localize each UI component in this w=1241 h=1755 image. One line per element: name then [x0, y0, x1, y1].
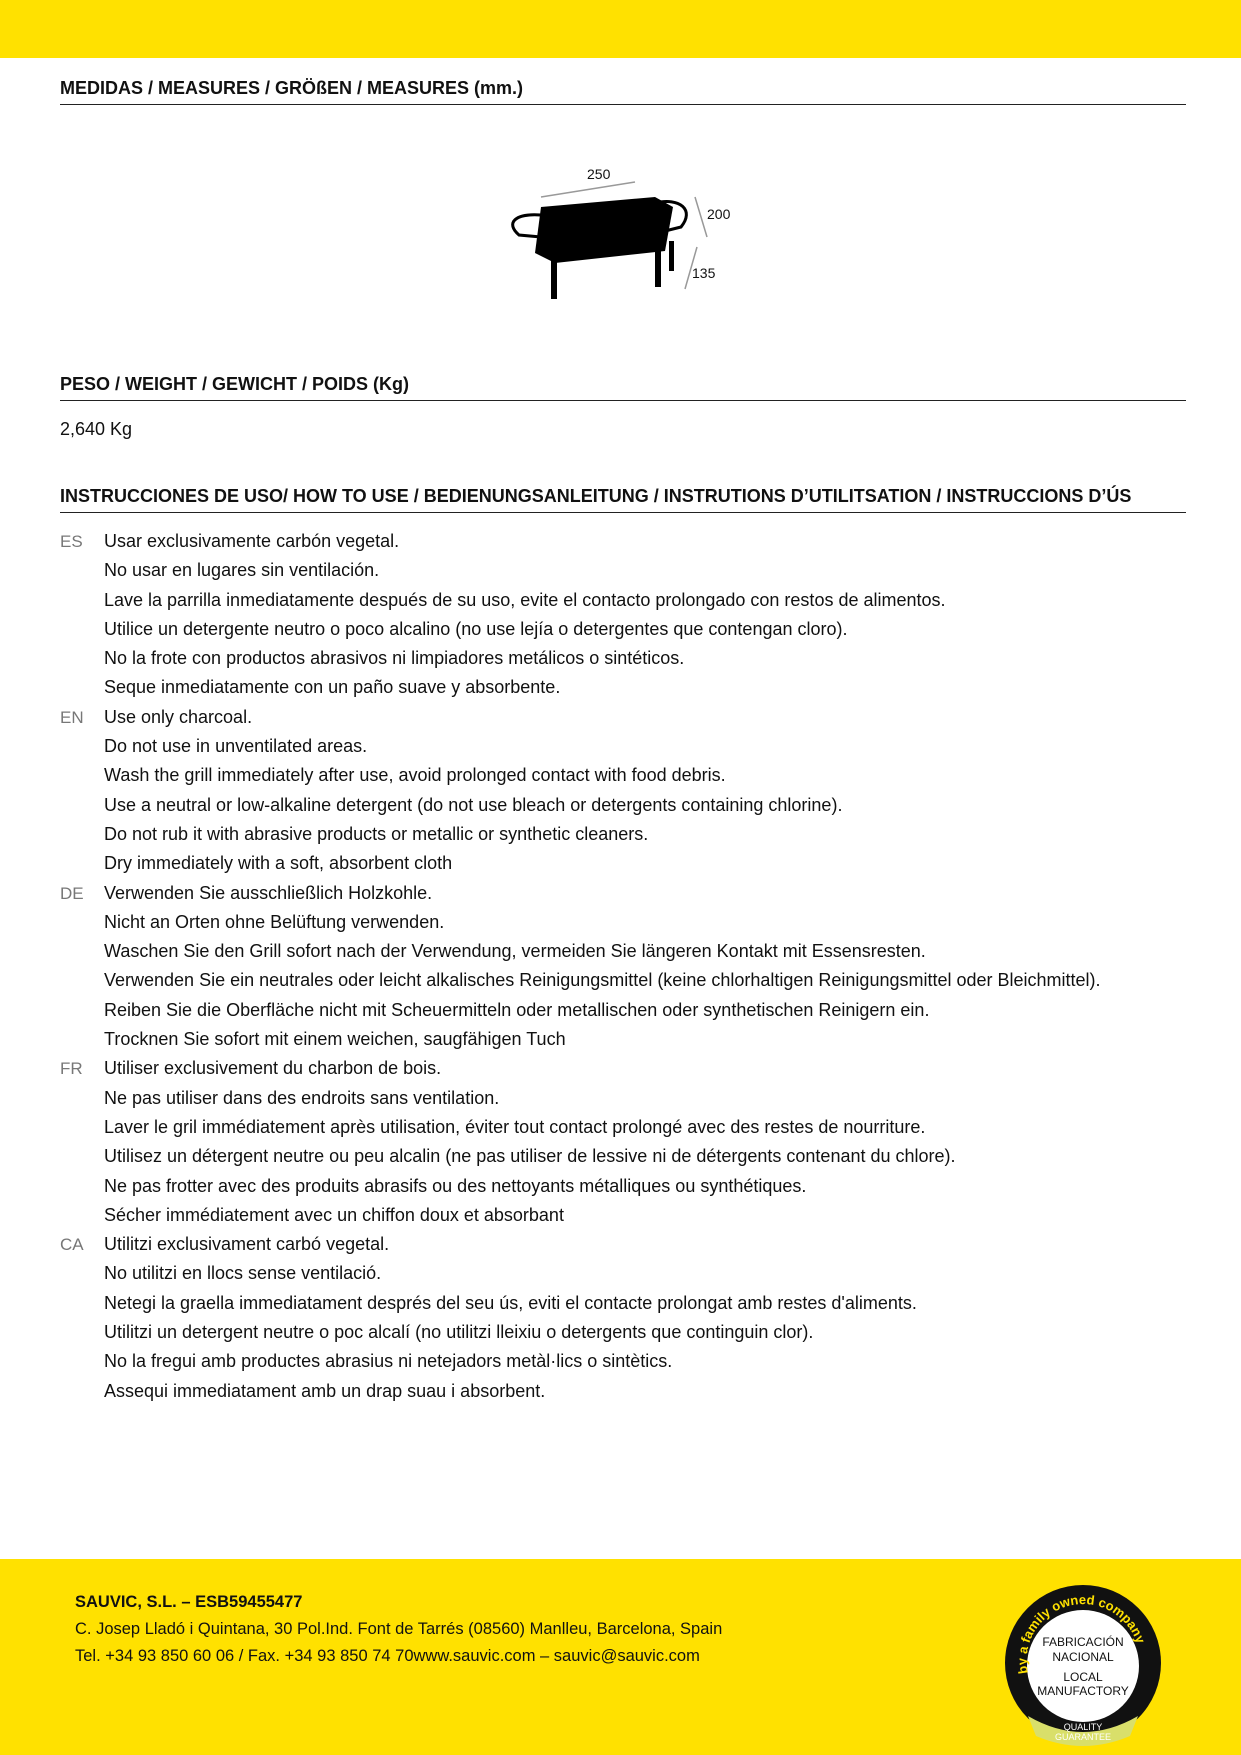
instruction-line: No la frote con productos abrasivos ni limpiadores metálicos o sintéticos. [104, 648, 685, 669]
lang-code: ES [60, 532, 83, 551]
instruction-line: Assequi immediatament amb un drap suau i absorbent. [104, 1380, 546, 1401]
instruction-line: Sécher immédiatement avec un chiffon doux et absorbant [104, 1204, 564, 1225]
local-manufactory-seal [998, 1578, 1168, 1748]
instruction-line: Utilitzi exclusivament carbó vegetal. [104, 1234, 390, 1255]
instructions-title: INSTRUCCIONES DE USO/ HOW TO USE / BEDIENUNGSANLEITUNG / INSTRUTIONS D’UTILITSATION / INSTRUCCIONS D’ÚS [60, 485, 1186, 513]
lang-code: CA [60, 1235, 84, 1255]
seal-line-4: MANUFACTORY [1037, 1684, 1129, 1698]
dim-width-line [541, 182, 635, 197]
instruction-line: Utilisez un détergent neutre ou peu alcalin (ne pas utiliser de lessive ni de détergents contenant du chlore). [104, 1146, 956, 1167]
instruction-line: No usar en lugares sin ventilación. [104, 560, 380, 581]
instruction-line: Nicht an Orten ohne Belüftung verwenden. [104, 911, 445, 932]
instruction-line: Use only charcoal. [104, 706, 253, 727]
lang-code: EN [60, 707, 84, 727]
grill-dimension-drawing [505, 155, 745, 315]
dim-depth-label: 200 [707, 206, 731, 222]
instruction-line: Netegi la graella immediatament després del seu ús, eviti el contacte prolongat amb restes d'aliments. [104, 1292, 917, 1313]
instruction-line: Do not use in unventilated areas. [104, 736, 368, 757]
instruction-line: Laver le gril immédiatement après utilisation, éviter tout contact prolongé avec des restes de nourriture. [104, 1116, 926, 1137]
company-name: SAUVIC, S.L. – ESB59455477 [75, 1593, 303, 1611]
lang-lines [104, 879, 1101, 1055]
instruction-line: No la fregui amb productes abrasius ni netejadors metàl·lics o sintètics. [104, 1351, 673, 1372]
seal-line-2: NACIONAL [1052, 1650, 1114, 1664]
instruction-line: Use a neutral or low-alkaline detergent (do not use bleach or detergents containing chlorine). [104, 794, 843, 815]
instruction-line: Reiben Sie die Oberfläche nicht mit Scheuermitteln oder metallischen oder synthetischen Reinigern ein. [104, 999, 930, 1020]
instruction-line: Verwenden Sie ein neutrales oder leicht alkalisches Reinigungsmittel (keine chlorhaltigen Reinigungsmittel oder Bleichmittel). [104, 970, 1101, 991]
left-handle [513, 215, 541, 237]
lang-lines [104, 527, 946, 703]
seal-arc-text: by a family owned company [1014, 1592, 1149, 1675]
grill-body [535, 197, 673, 263]
grill-leg [655, 245, 661, 287]
grill-leg [669, 241, 674, 271]
dim-height-label: 135 [692, 265, 716, 281]
dim-depth-line [695, 197, 707, 237]
instruction-line: Usar exclusivamente carbón vegetal. [104, 531, 400, 551]
weight-title: PESO / WEIGHT / GEWICHT / POIDS (Kg) [60, 373, 1186, 401]
dim-width-label: 250 [587, 166, 611, 182]
seal-ribbon-text-2: GUARANTEE [1054, 1732, 1112, 1742]
instruction-line: Seque inmediatamente con un paño suave y absorbente. [104, 677, 561, 698]
header-band [0, 0, 1241, 58]
instruction-line: Utilice un detergente neutro o poco alcalino (no use lejía o detergentes que contengan cloro). [104, 618, 848, 639]
weight-value: 2,640 Kg [60, 419, 133, 439]
lang-lines [104, 703, 842, 879]
seal-line-1: FABRICACIÓN [1042, 1635, 1124, 1649]
lang-code: FR [60, 1059, 83, 1079]
instruction-line: Ne pas utiliser dans des endroits sans ventilation. [104, 1087, 500, 1108]
lang-lines [104, 1230, 917, 1406]
instruction-line: Utiliser exclusivement du charbon de bois. [104, 1058, 442, 1079]
grill-leg [551, 255, 557, 299]
instruction-line: Utilitzi un detergent neutre o poc alcalí (no utilitzi lleixiu o detergents que continguin clor). [104, 1322, 814, 1343]
lang-code: DE [60, 883, 84, 903]
company-address: C. Josep Lladó i Quintana, 30 Pol.Ind. Font de Tarrés (08560) Manlleu, Barcelona, Spain [75, 1620, 723, 1638]
lang-lines [104, 1054, 956, 1230]
seal-ribbon-text: QUALITY [1063, 1722, 1103, 1732]
instruction-line: Do not rub it with abrasive products or metallic or synthetic cleaners. [104, 823, 649, 844]
measures-title: MEDIDAS / MEASURES / GRÖßEN / MEASURES (mm.) [60, 77, 1186, 105]
instruction-line: Trocknen Sie sofort mit einem weichen, saugfähigen Tuch [104, 1029, 566, 1050]
instruction-line: Waschen Sie den Grill sofort nach der Verwendung, vermeiden Sie längeren Kontakt mit Essensresten. [104, 941, 926, 962]
instruction-line: Ne pas frotter avec des produits abrasifs ou des nettoyants métalliques ou synthétiques. [104, 1175, 807, 1196]
seal-line-3: LOCAL [1063, 1670, 1103, 1684]
instruction-line: Lave la parrilla inmediatamente después de su uso, evite el contacto prolongado con restos de alimentos. [104, 589, 946, 610]
instruction-line: Wash the grill immediately after use, avoid prolonged contact with food debris. [104, 765, 726, 786]
instruction-line: No utilitzi en llocs sense ventilació. [104, 1263, 382, 1284]
company-contact: Tel. +34 93 850 60 06 / Fax. +34 93 850 74 70www.sauvic.com – sauvic@sauvic.com [75, 1647, 700, 1665]
instruction-line: Dry immediately with a soft, absorbent cloth [104, 853, 453, 874]
instruction-line: Verwenden Sie ausschließlich Holzkohle. [104, 882, 433, 903]
